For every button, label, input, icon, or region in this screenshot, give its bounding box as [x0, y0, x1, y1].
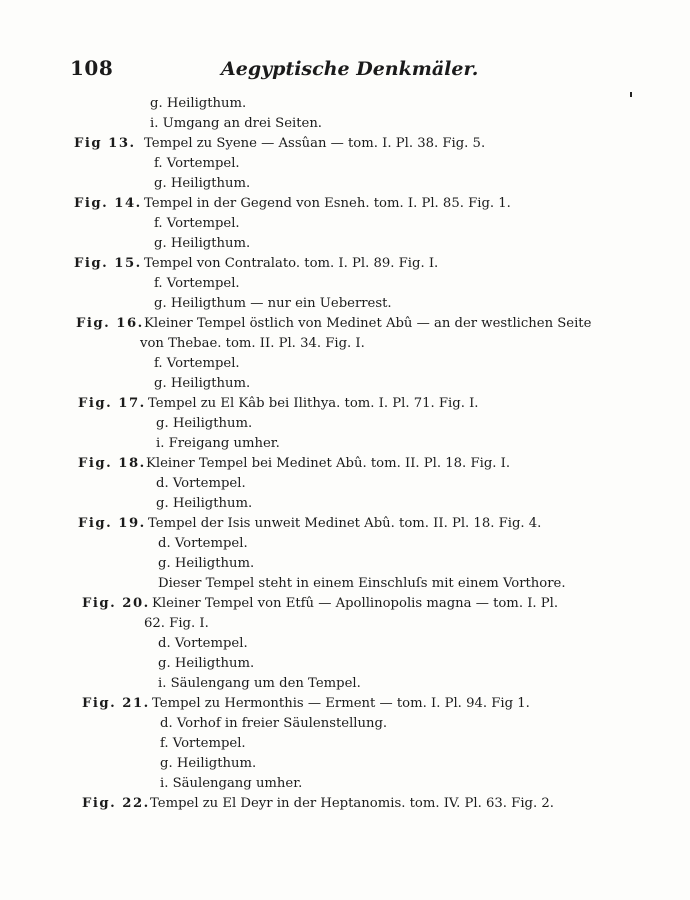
- figure-caption: Kleiner Tempel von Etfû — Apollinopolis magna — tom. I. Pl.: [152, 596, 559, 611]
- caption-detail: f. Vortempel.: [154, 276, 240, 291]
- caption-detail: 62. Fig. I.: [144, 616, 209, 631]
- caption-detail: f. Vortempel.: [154, 356, 240, 371]
- caption-detail: g. Heiligthum — nur ein Ueberrest.: [154, 296, 392, 311]
- figure-caption: Kleiner Tempel östlich von Medinet Abû — an der westlichen Seite: [144, 316, 592, 331]
- caption-detail: g. Heiligthum.: [156, 496, 253, 511]
- ink-speck: [630, 92, 632, 97]
- caption-detail: i. Umgang an drei Seiten.: [150, 116, 323, 131]
- running-title: Aegyptische Denkmäler.: [221, 58, 479, 80]
- caption-detail: i. Säulengang um den Tempel.: [158, 676, 361, 691]
- caption-detail: f. Vortempel.: [154, 216, 240, 231]
- figure-label: Fig. 20.: [82, 596, 150, 611]
- caption-detail: g. Heiligthum.: [154, 176, 251, 191]
- caption-detail: Dieser Tempel steht in einem Einschluſs mit einem Vorthore.: [158, 576, 566, 591]
- figure-caption: Tempel zu Syene — Assûan — tom. I. Pl. 38. Fig. 5.: [144, 136, 486, 151]
- figure-label: Fig. 19.: [78, 516, 146, 531]
- figure-label: Fig. 14.: [74, 196, 142, 211]
- caption-detail: von Thebae. tom. II. Pl. 34. Fig. I.: [140, 336, 365, 351]
- caption-detail: i. Säulengang umher.: [160, 776, 303, 791]
- page-header: [66, 56, 606, 86]
- figure-label: Fig. 21.: [82, 696, 150, 711]
- page-number: 108: [70, 56, 114, 80]
- figure-caption: Tempel in der Gegend von Esneh. tom. I. Pl. 85. Fig. 1.: [144, 196, 511, 211]
- figure-label: Fig. 22.: [82, 796, 150, 811]
- figure-caption: Tempel von Contralato. tom. I. Pl. 89. Fig. I.: [144, 256, 439, 271]
- figure-label: Fig 13.: [74, 136, 136, 151]
- caption-detail: g. Heiligthum.: [158, 656, 255, 671]
- caption-detail: g. Heiligthum.: [150, 96, 247, 111]
- caption-detail: d. Vorhof in freier Säulenstellung.: [160, 716, 388, 731]
- figure-label: Fig. 16.: [76, 316, 144, 331]
- caption-detail: g. Heiligthum.: [154, 376, 251, 391]
- figure-caption: Tempel zu Hermonthis — Erment — tom. I. Pl. 94. Fig 1.: [152, 696, 530, 711]
- caption-detail: g. Heiligthum.: [154, 236, 251, 251]
- caption-detail: d. Vortempel.: [158, 536, 248, 551]
- figure-caption: Kleiner Tempel bei Medinet Abû. tom. II. Pl. 18. Fig. I.: [146, 456, 511, 471]
- caption-detail: f. Vortempel.: [154, 156, 240, 171]
- caption-detail: g. Heiligthum.: [156, 416, 253, 431]
- figure-label: Fig. 18.: [78, 456, 146, 471]
- figure-caption: Tempel zu El Deyr in der Heptanomis. tom. IV. Pl. 63. Fig. 2.: [150, 796, 554, 811]
- caption-detail: d. Vortempel.: [156, 476, 246, 491]
- caption-detail: g. Heiligthum.: [160, 756, 257, 771]
- figure-caption: Tempel zu El Kâb bei Ilithya. tom. I. Pl. 71. Fig. I.: [148, 396, 479, 411]
- caption-detail: d. Vortempel.: [158, 636, 248, 651]
- figure-label: Fig. 17.: [78, 396, 146, 411]
- caption-detail: f. Vortempel.: [160, 736, 246, 751]
- figure-label: Fig. 15.: [74, 256, 142, 271]
- figure-caption: Tempel der Isis unweit Medinet Abû. tom. II. Pl. 18. Fig. 4.: [148, 516, 542, 531]
- caption-detail: g. Heiligthum.: [158, 556, 255, 571]
- caption-detail: i. Freigang umher.: [156, 436, 280, 451]
